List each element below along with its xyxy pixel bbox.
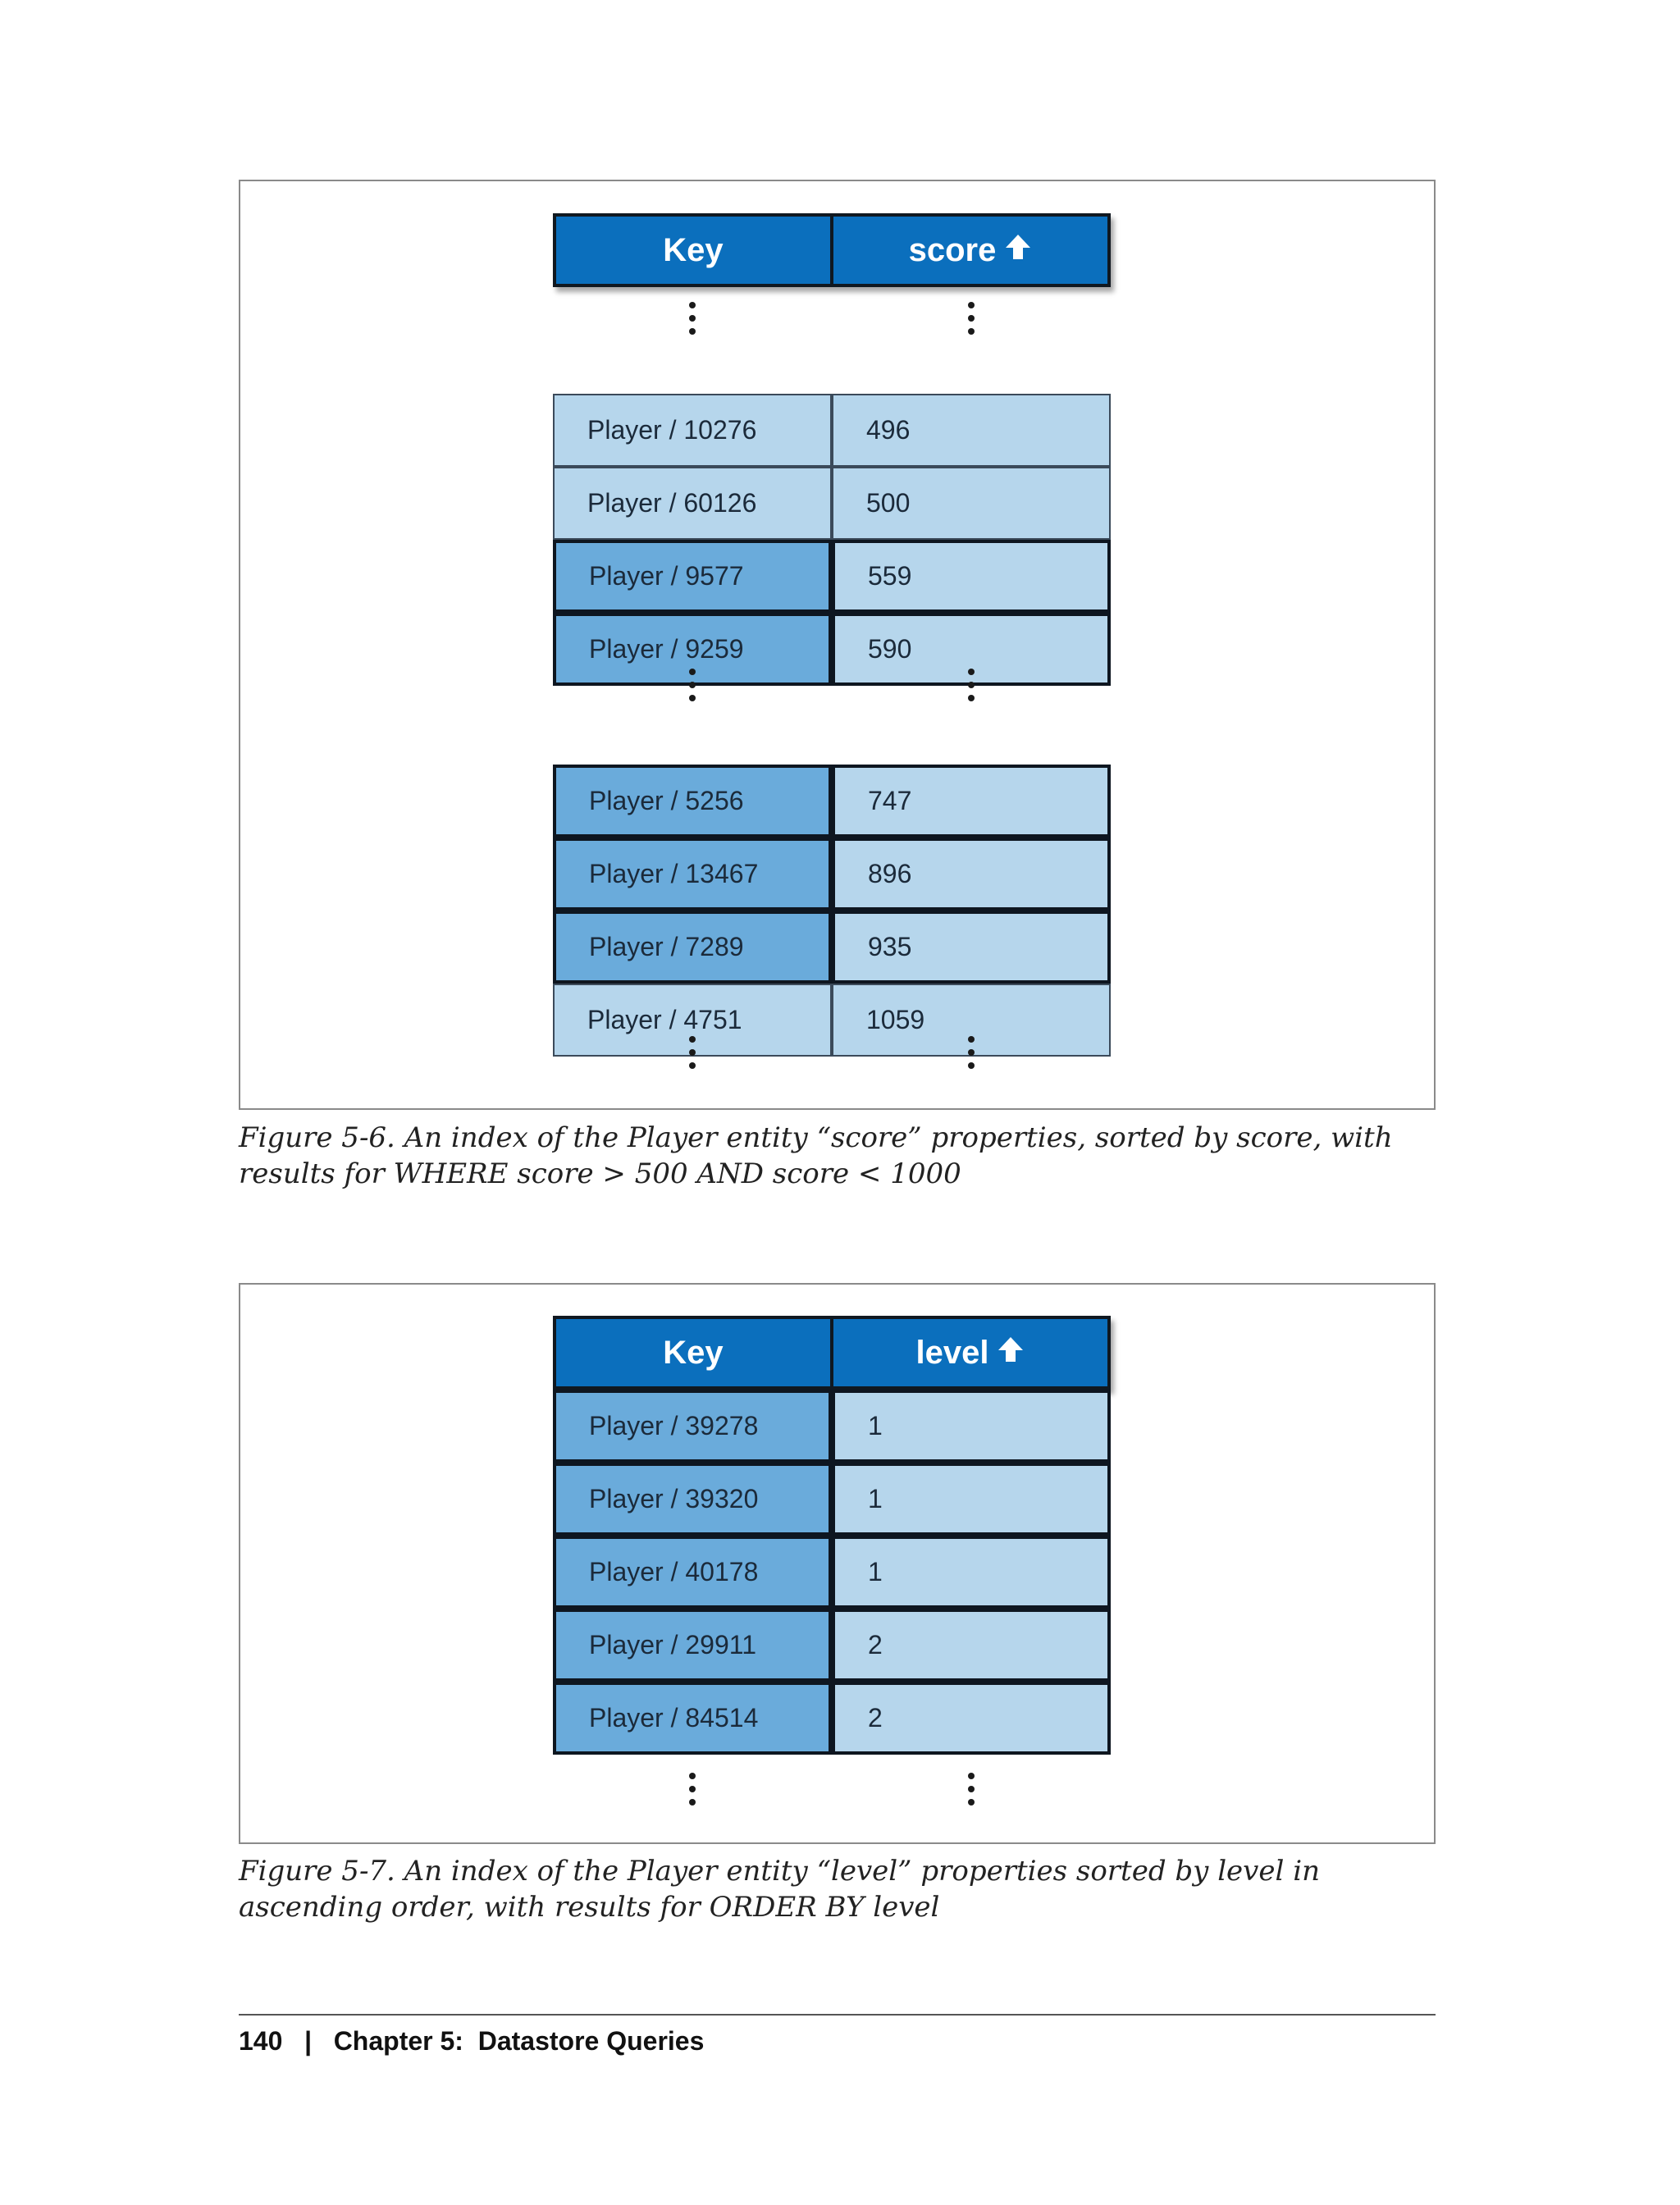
table-header — [553, 213, 1111, 287]
table-row — [553, 467, 1111, 540]
value-cell: 896 — [832, 838, 1111, 911]
vertical-ellipsis-icon — [553, 660, 832, 710]
key-header: Key — [663, 231, 724, 268]
footer-separator: | — [304, 2026, 313, 2056]
key-cell: Player / 40178 — [553, 1536, 832, 1609]
table-row — [553, 838, 1111, 911]
figure-5-6 — [239, 180, 1436, 1110]
key-cell: Player / 5256 — [553, 765, 832, 838]
ellipsis-row — [553, 1764, 1111, 1814]
vertical-ellipsis-icon — [832, 1028, 1111, 1077]
value-cell: 2 — [832, 1609, 1111, 1682]
figure-caption: Figure 5-6. An index of the Player entity “score” properties, sorted by score, with results for WHERE score > 500 AND score < 1000 — [239, 1121, 1393, 1190]
value-cell: 1059 — [832, 984, 1111, 1057]
key-cell: Player / 39278 — [553, 1390, 832, 1463]
score-header: score — [830, 217, 1107, 284]
key-cell: Player / 10276 — [553, 394, 832, 467]
value-cell: 1 — [832, 1390, 1111, 1463]
level-header: level — [830, 1319, 1107, 1386]
table-row — [553, 911, 1111, 984]
ellipsis-row — [553, 294, 1111, 343]
vertical-ellipsis-icon — [832, 1764, 1111, 1814]
ellipsis-row — [553, 660, 1111, 710]
page-number: 140 — [239, 2026, 283, 2056]
key-cell: Player / 29911 — [553, 1609, 832, 1682]
key-cell: Player / 60126 — [553, 467, 832, 540]
table-row — [553, 540, 1111, 613]
key-cell: Player / 13467 — [553, 838, 832, 911]
chapter-title: Chapter 5: Datastore Queries — [333, 2026, 705, 2056]
ellipsis-row — [553, 1028, 1111, 1077]
value-cell: 559 — [832, 540, 1111, 613]
vertical-ellipsis-icon — [553, 294, 832, 343]
value-cell: 500 — [832, 467, 1111, 540]
figure-caption: Figure 5-7. An index of the Player entity “level” properties sorted by level in ascending order, with results for ORDER BY level — [239, 1855, 1320, 1924]
vertical-ellipsis-icon — [832, 660, 1111, 710]
page-footer — [239, 2026, 704, 2057]
table-row — [553, 1463, 1111, 1536]
vertical-ellipsis-icon — [553, 1028, 832, 1077]
value-cell: 496 — [832, 394, 1111, 467]
vertical-ellipsis-icon — [553, 1764, 832, 1814]
figure-5-7 — [239, 1283, 1436, 1844]
value-cell: 1 — [832, 1536, 1111, 1609]
footer-divider — [239, 2014, 1436, 2016]
table-row — [553, 1536, 1111, 1609]
key-cell: Player / 39320 — [553, 1463, 832, 1536]
up-arrow-icon — [997, 1335, 1025, 1372]
key-cell: Player / 7289 — [553, 911, 832, 984]
value-cell: 935 — [832, 911, 1111, 984]
table-row — [553, 765, 1111, 838]
value-cell: 1 — [832, 1463, 1111, 1536]
vertical-ellipsis-icon — [832, 294, 1111, 343]
key-cell: Player / 4751 — [553, 984, 832, 1057]
key-header: Key — [663, 1334, 724, 1371]
value-cell: 747 — [832, 765, 1111, 838]
up-arrow-icon — [1004, 232, 1032, 269]
value-cell: 2 — [832, 1682, 1111, 1755]
key-cell: Player / 84514 — [553, 1682, 832, 1755]
key-cell: Player / 9577 — [553, 540, 832, 613]
table-row — [553, 1390, 1111, 1463]
table-header — [553, 1316, 1111, 1390]
table-row — [553, 394, 1111, 467]
key-cell: Player / 9259 — [553, 613, 832, 686]
value-cell: 590 — [832, 613, 1111, 686]
table-row — [553, 1609, 1111, 1682]
table-row — [553, 1682, 1111, 1755]
